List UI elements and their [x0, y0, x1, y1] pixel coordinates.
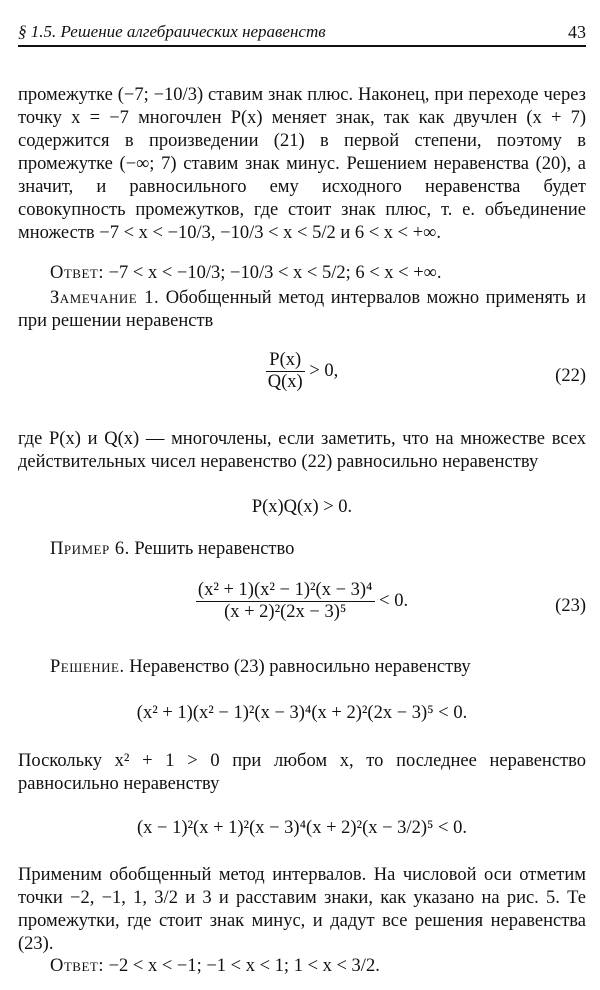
numerator: (x² + 1)(x² − 1)²(x − 3)⁴: [197, 580, 373, 600]
remark-1: [18, 287, 586, 333]
section-title: § 1.5. Решение алгебраических неравенств: [18, 22, 326, 41]
paragraph-2: где P(x) и Q(x) — многочлены, если заметить, что на множестве всех действительных чисел неравенство (22) равносильно неравенству: [18, 429, 586, 472]
fraction: [196, 580, 375, 623]
answer-label: Ответ:: [50, 956, 104, 976]
paragraph-3: Поскольку x² + 1 > 0 при любом x, то последнее неравенство равносильно неравенству: [18, 751, 586, 794]
header-rule: [18, 45, 586, 47]
equation-pq: P(x)Q(x) > 0.: [251, 497, 353, 517]
remark-text: Обобщенный метод интервалов можно применять и при решении неравенств: [18, 288, 586, 331]
denominator: Q(x): [267, 372, 303, 392]
numerator: P(x): [266, 350, 305, 372]
page-number: 43: [568, 22, 586, 42]
solution-label: Решение.: [50, 657, 125, 677]
paragraph-continuation: промежутке (−7; −10/3) ставим знак плюс. Наконец, при переходе через точку x = −7 многочлен P(x) меняет знак, так как двучлен (x + 7) содержится в произведении (21) в первой степени, поэтому в промежутке (−∞; 7) ставим знак минус. Решением неравенства (20), а значит, и равносильного ему исходного неравенства будет совокупность промежутков, где стоит знак плюс, т. е. объединение множеств −7 < x < −10/3, −10/3 < x < 5/2 и 6 < x < +∞.: [18, 85, 586, 243]
equation-23: [18, 580, 586, 623]
equation-rest: < 0.: [374, 590, 409, 611]
fraction: [266, 350, 305, 393]
example-text: Решить неравенство: [134, 539, 295, 559]
equation-final: (x − 1)²(x + 1)²(x − 3)⁴(x + 2)²(x − 3/2)⁵ < 0.: [136, 818, 467, 838]
example-label: Пример 6.: [50, 539, 130, 559]
solution-text: Неравенство (23) равносильно неравенству: [129, 657, 471, 677]
answer-text: −7 < x < −10/3; −10/3 < x < 5/2; 6 < x < +∞.: [108, 263, 442, 283]
equation-rest: > 0,: [304, 360, 339, 381]
example-6: [18, 538, 586, 561]
equation-solution: (x² + 1)(x² − 1)²(x − 3)⁴(x + 2)²(2x − 3)⁵ < 0.: [136, 703, 468, 723]
answer-1: [18, 262, 586, 285]
answer-label: Ответ:: [50, 263, 104, 283]
running-header: [18, 16, 586, 46]
paragraph-4: Применим обобщенный метод интервалов. На числовой оси отметим точки −2, −1, 1, 3/2 и 3 и расставим знаки, как указано на рис. 5. Те промежутки, где стоит знак минус, и дадут все решения неравенства (23).: [18, 865, 586, 954]
solution: [18, 656, 586, 679]
answer-2: [18, 955, 586, 978]
equation-tag: (23): [555, 596, 586, 616]
equation-22: [18, 350, 586, 393]
remark-label: Замечание 1.: [50, 288, 160, 308]
denominator: (x + 2)²(2x − 3)⁵: [224, 602, 347, 622]
answer-text: −2 < x < −1; −1 < x < 1; 1 < x < 3/2.: [108, 956, 380, 976]
equation-tag: (22): [555, 366, 586, 386]
